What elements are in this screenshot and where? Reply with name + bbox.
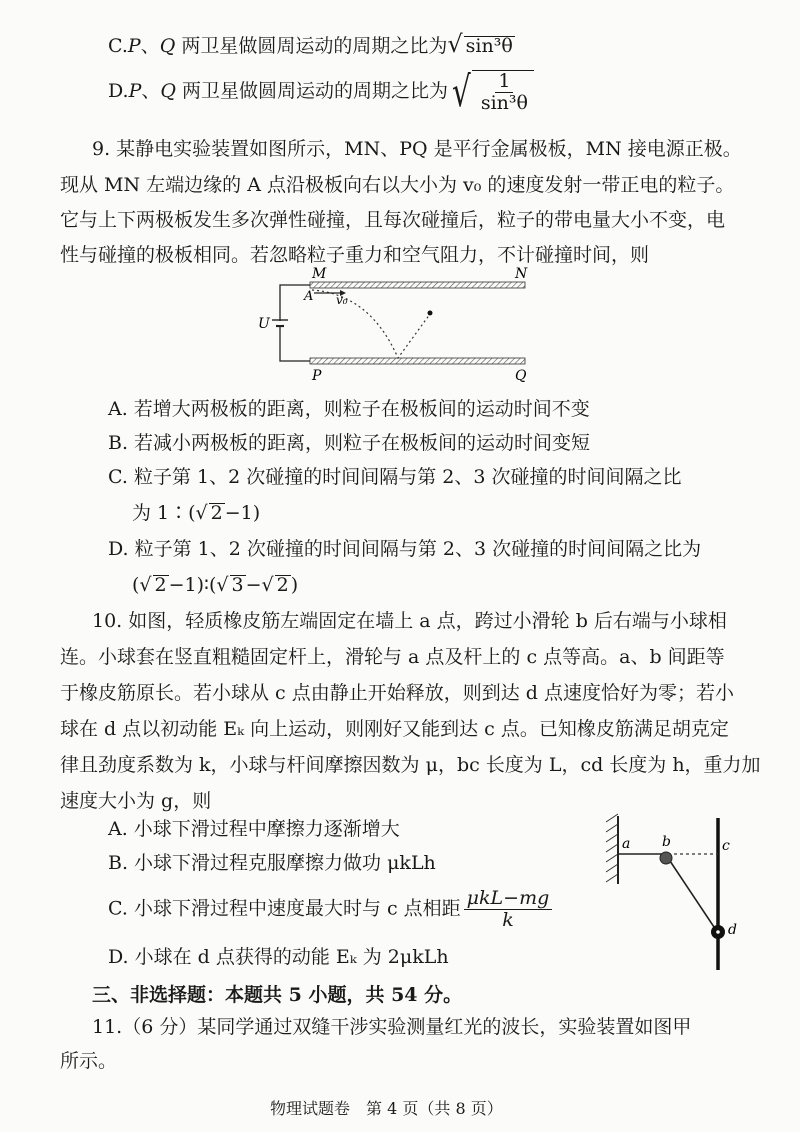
q10-option-b: B. 小球下滑过程克服摩擦力做功 μkLh (108, 852, 436, 874)
label-d: d (728, 922, 737, 938)
particle-dot (428, 311, 433, 316)
q9-option-a: A. 若增大两极板的距离，则粒子在极板间的运动时间不变 (108, 398, 590, 420)
q8-option-d: D.P、Q 两卫星做圆周运动的周期之比为 √ $\frac{1}{\text{sin³θ}}$ (108, 70, 534, 114)
q9-stem-line-4: 性与碰撞的极板相同。若忽略粒子重力和空气阻力，不计碰撞时间，则 (60, 244, 650, 266)
q9-option-d-line-2: (√ 2 −1)∶(√ 3 −√ 2 ) (132, 574, 299, 596)
pulley (660, 852, 672, 864)
label-m: M (312, 266, 327, 282)
label-a: a (622, 836, 631, 852)
plate-mn (310, 282, 525, 288)
q10-option-c: C. 小球下滑过程中速度最大时与 c 点相距 $\frac{\text{μkL−mg}}{k}$ (108, 888, 555, 931)
band-b-to-d (668, 858, 716, 930)
label-n: N (515, 266, 528, 282)
q9-option-b: B. 若减小两极板的距离，则粒子在极板间的运动时间变短 (108, 432, 591, 454)
q10-stem-line-6: 速度大小为 g，则 (60, 790, 212, 812)
label-p: P (312, 368, 322, 384)
plate-pq (310, 358, 525, 364)
q9-option-d-line-1: D. 粒子第 1、2 次碰撞的时间间隔与第 2、3 次碰撞的时间间隔之比为 (108, 538, 702, 560)
q10-option-a: A. 小球下滑过程中摩擦力逐渐增大 (108, 818, 400, 840)
q10-option-d: D. 小球在 d 点获得的动能 Eₖ 为 2μkLh (108, 946, 449, 968)
q11-stem-line-2: 所示。 (60, 1050, 118, 1072)
q9-stem-line-1: 9. 某静电实验装置如图所示，MN、PQ 是平行金属极板，MN 接电源正极。 (92, 138, 742, 160)
page-footer: 物理试题卷 第 4 页（共 8 页） (270, 1099, 503, 1118)
q9-stem-line-3: 它与上下两极板发生多次弹性碰撞，且每次碰撞后，粒子的带电量大小不变，电 (60, 209, 726, 231)
q9-option-c-line-1: C. 粒子第 1、2 次碰撞的时间间隔与第 2、3 次碰撞的时间间隔之比 (108, 466, 682, 488)
q10-stem-line-3: 于橡皮筋原长。若小球从 c 点由静止开始释放，则到达 d 点速度恰好为零；若小 (60, 682, 734, 704)
label-q: Q (515, 368, 527, 384)
wall-hatching (606, 814, 618, 882)
q10-stem-line-4: 球在 d 点以初动能 Eₖ 向上运动，则刚好又能到达 c 点。已知橡皮筋满足胡克定 (60, 718, 729, 740)
q9-option-c-line-2: 为 1∶(√ 2 −1) (132, 502, 261, 524)
q10-stem-line-5: 律且劲度系数为 k，小球与杆间摩擦因数为 μ，bc 长度为 L，cd 长度为 h，重力加 (60, 754, 761, 776)
label-b: b (662, 834, 671, 850)
q10-stem-line-2: 连。小球套在竖直粗糙固定杆上，滑轮与 a 点及杆上的 c 点等高。a、b 间距等 (60, 646, 725, 668)
q9-stem-line-2: 现从 MN 左端边缘的 A 点沿极板向右以大小为 v₀ 的速度发射一带正电的粒子。 (60, 174, 735, 196)
q10-rubber-band-figure (596, 812, 756, 974)
label-v0: v₀ (336, 293, 348, 307)
particle-trajectory (312, 290, 430, 358)
label-a: A (304, 289, 314, 304)
section-three-heading: 三、非选择题：本题共 5 小题，共 54 分。 (92, 984, 463, 1006)
q11-stem-line-1: 11.（6 分）某同学通过双缝干涉实验测量红光的波长，实验装置如图甲 (92, 1016, 692, 1038)
q8-option-c: C.P、Q 两卫星做圆周运动的周期之比为√ sin³θ (108, 30, 513, 58)
label-u: U (258, 316, 270, 332)
q9-capacitor-figure (250, 266, 540, 386)
q10-stem-line-1: 10. 如图，轻质橡皮筋左端固定在墙上 a 点，跨过小滑轮 b 后右端与小球相 (92, 610, 727, 632)
label-c: c (722, 838, 730, 854)
